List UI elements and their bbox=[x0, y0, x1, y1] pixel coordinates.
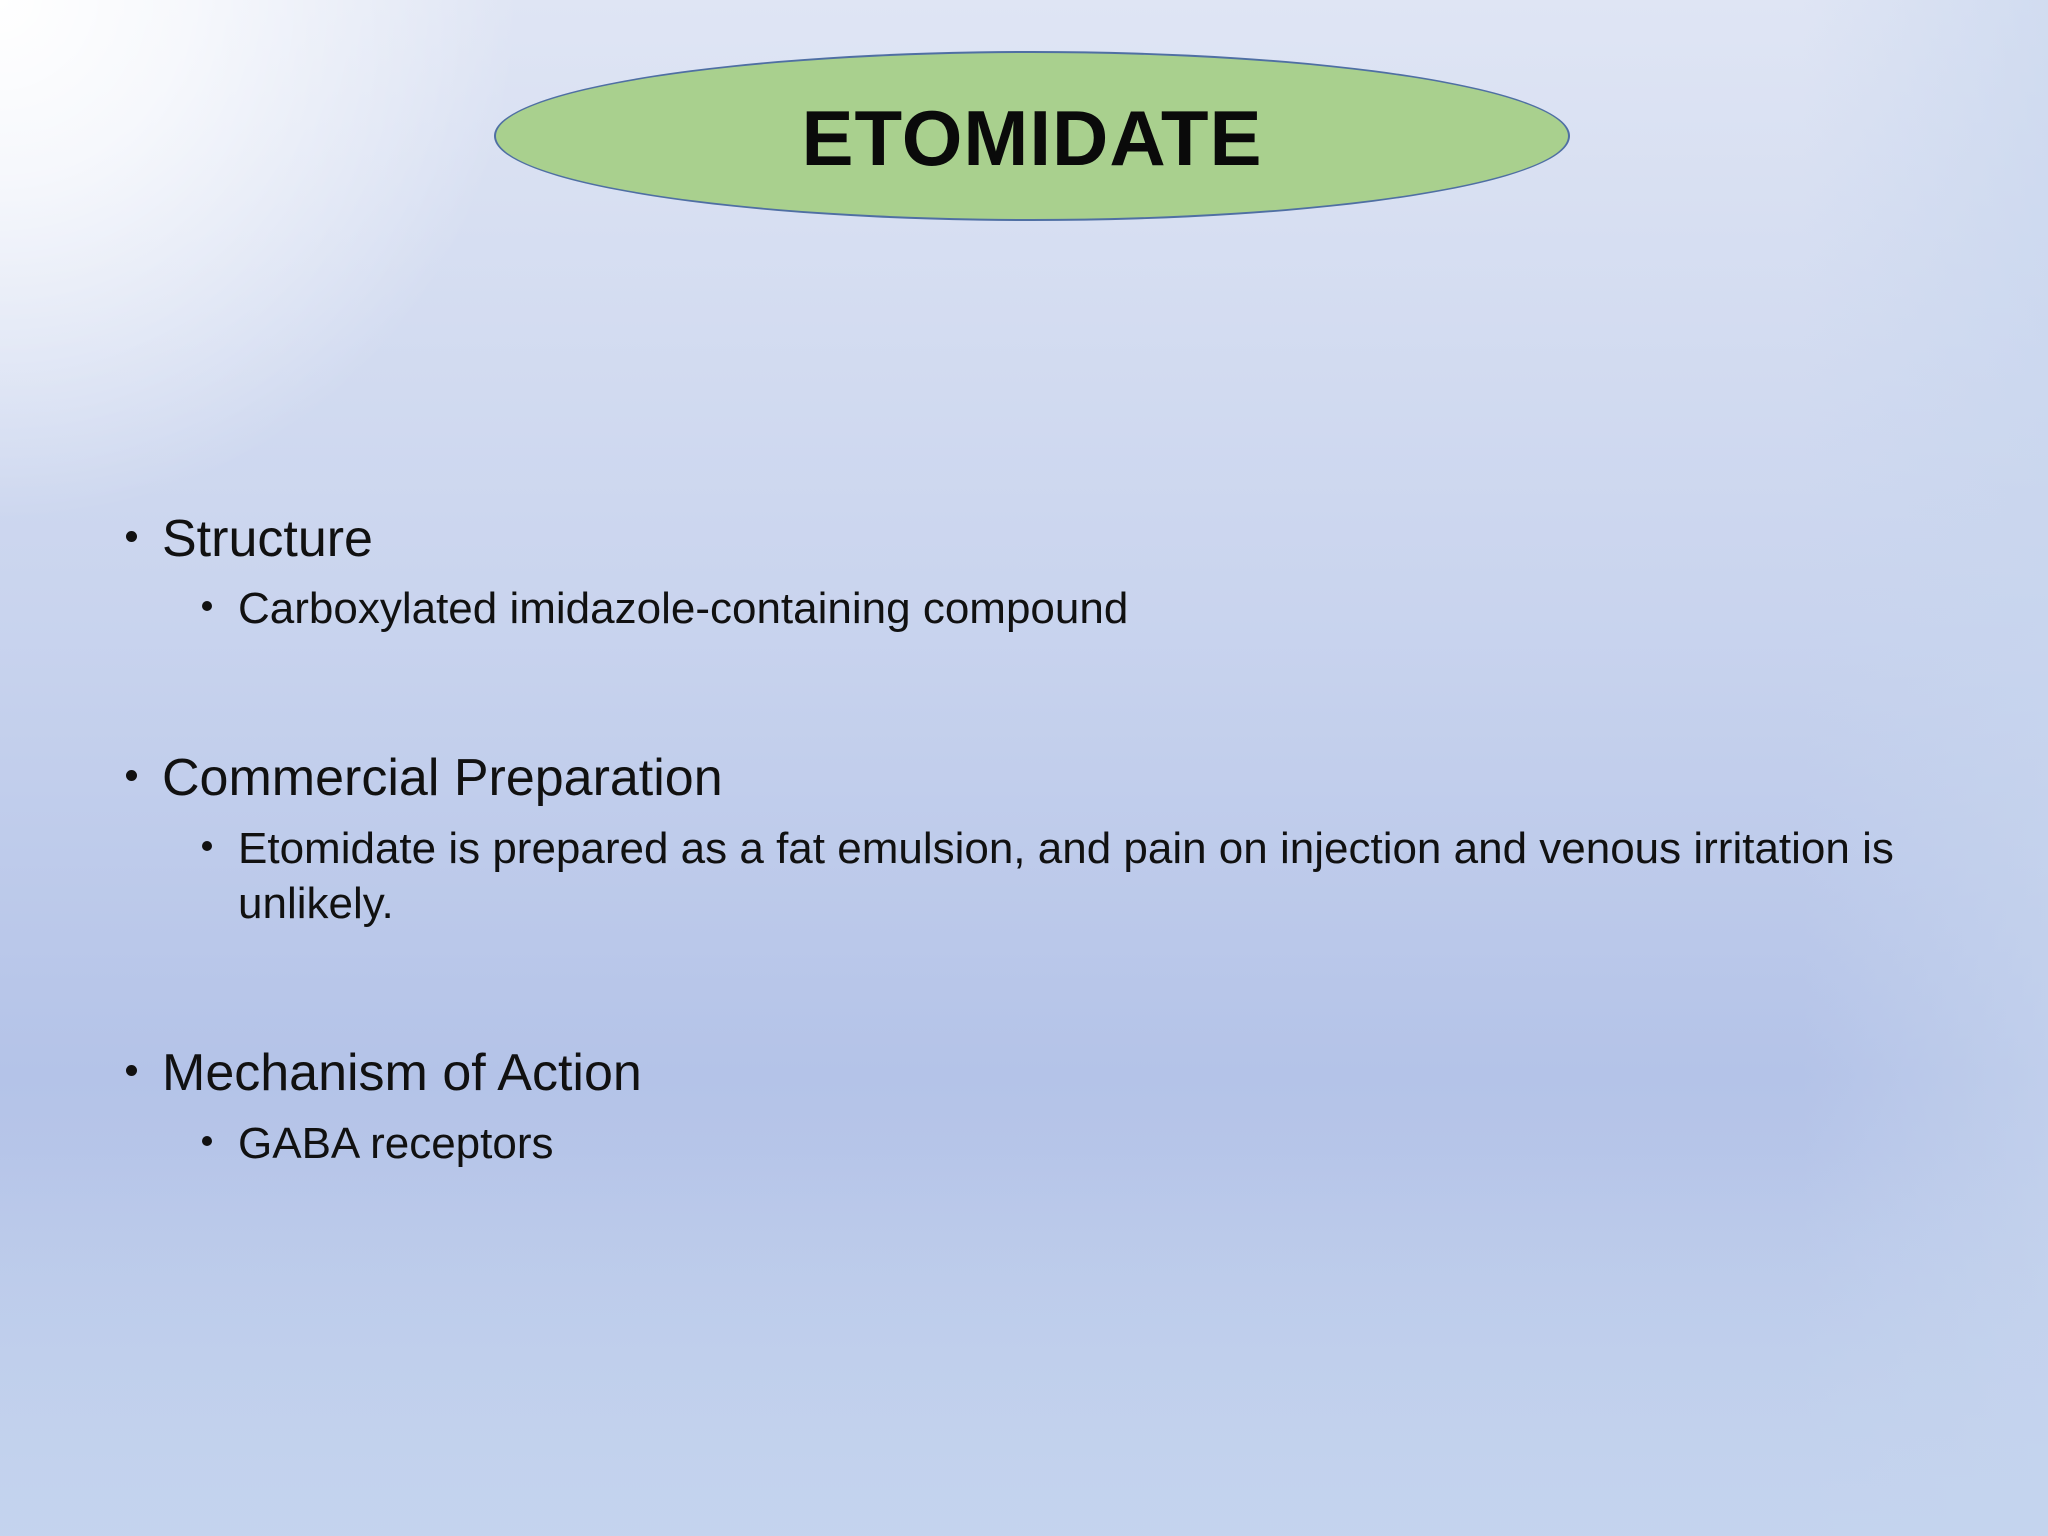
bullet-dot-icon bbox=[126, 1065, 137, 1076]
bullet-heading: Mechanism of Action bbox=[162, 1044, 642, 1102]
sub-bullet-structure bbox=[198, 581, 1938, 636]
sub-bullet-commercial-preparation bbox=[198, 821, 1938, 931]
bullet-dot-icon bbox=[126, 531, 137, 542]
sub-bullet-text: Etomidate is prepared as a fat emulsion, and pain on injection and venous irritation is unlikely. bbox=[238, 824, 1894, 928]
bullet-heading: Commercial Preparation bbox=[162, 749, 723, 807]
bullet-dot-icon bbox=[126, 770, 137, 781]
bullet-item-mechanism-of-action bbox=[120, 1042, 642, 1104]
sub-bullet-mechanism-of-action bbox=[198, 1116, 1938, 1171]
bullet-item-commercial-preparation bbox=[120, 747, 723, 809]
slide-title: ETOMIDATE bbox=[801, 93, 1263, 182]
title-oval bbox=[494, 51, 1570, 221]
sub-bullet-dot-icon bbox=[202, 841, 212, 851]
bullet-heading: Structure bbox=[162, 510, 373, 568]
sub-bullet-dot-icon bbox=[202, 1136, 212, 1146]
bullet-item-structure bbox=[120, 508, 373, 570]
sub-bullet-text: Carboxylated imidazole-containing compound bbox=[238, 584, 1129, 633]
sub-bullet-dot-icon bbox=[202, 601, 212, 611]
sub-bullet-text: GABA receptors bbox=[238, 1119, 554, 1168]
